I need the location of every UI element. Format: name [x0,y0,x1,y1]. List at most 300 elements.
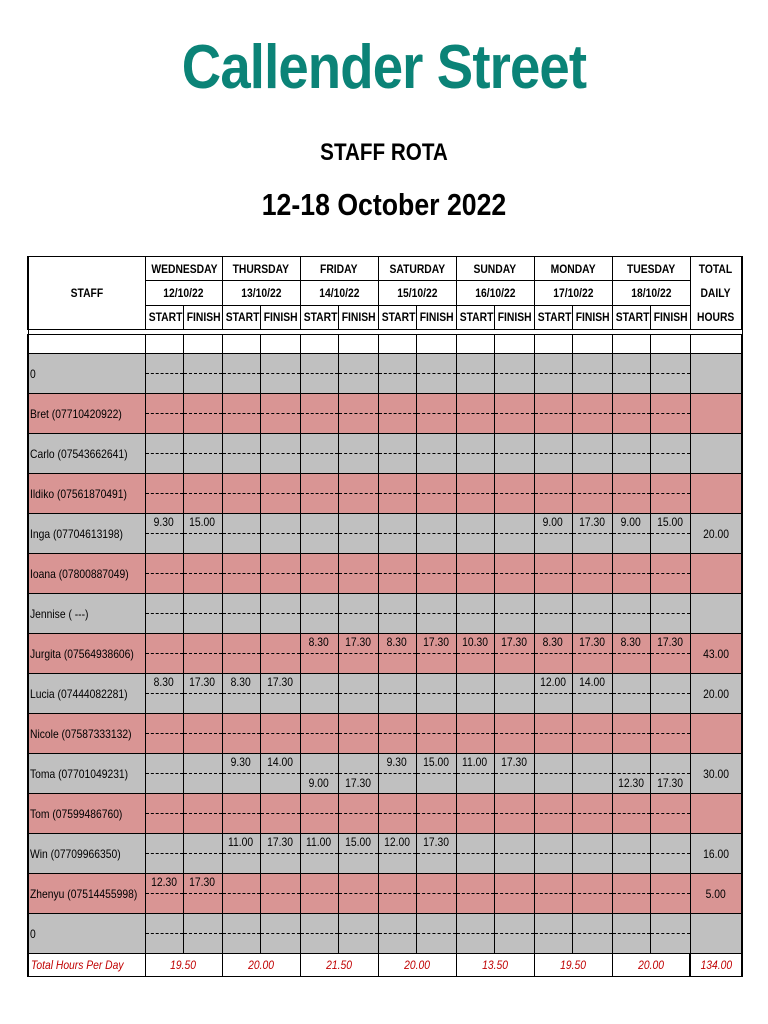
shift-slot-bottom [339,854,378,873]
staff-name-cell [28,674,145,714]
shift-start-time: 9.30 [386,755,408,769]
shift-start-cell [534,794,572,834]
shift-slot-bottom [184,894,222,913]
shift-slot-bottom [651,894,690,913]
shift-slot-bottom [457,454,494,473]
shift-slot-bottom [573,734,612,753]
shift-slot-bottom [379,694,416,713]
shift-finish-cell [494,354,534,394]
totals-label-cell [28,954,145,977]
shift-slot-bottom [146,734,183,753]
staff-name: 0 [30,926,36,941]
blank-cell [572,335,612,354]
daily-total-cell [378,954,456,977]
shift-start-time: 8.30 [621,635,642,649]
shift-finish-cell [183,594,222,634]
shift-slot-bottom [457,774,494,793]
finish-label: FINISH [497,310,532,325]
staff-row [28,434,742,474]
shift-slot-bottom [379,414,416,433]
shift-finish-cell [494,594,534,634]
shift-slot-top [535,714,572,734]
shift-slot-bottom [457,854,494,873]
shift-slot-bottom [184,374,222,393]
shift-start-time: 11.00 [306,835,332,849]
shift-slot-bottom [184,814,222,833]
shift-start-cell [534,674,572,714]
shift-finish-cell [416,834,456,874]
shift-finish-cell [416,674,456,714]
shift-slot-bottom [613,854,650,873]
shift-slot-bottom [379,494,416,513]
shift-slot-bottom [184,774,222,793]
shift-start-time: 8.30 [542,635,564,649]
shift-slot-top [495,634,534,654]
total-header-line [691,305,742,329]
staff-row [28,874,742,914]
shift-finish-time: 17.30 [657,776,683,790]
start-header [534,305,572,329]
shift-finish-cell [572,394,612,434]
shift-slot-top [495,434,534,454]
shift-finish-cell [650,714,690,754]
shift-finish-cell [572,554,612,594]
start-header [612,305,650,329]
shift-slot-bottom [573,414,612,433]
shift-slot-bottom [651,934,690,953]
shift-slot-bottom [223,654,260,673]
shift-slot-top [573,794,612,814]
shift-slot-top [301,594,338,614]
shift-slot-top [613,474,650,494]
shift-start-cell [456,394,494,434]
shift-slot-bottom [457,494,494,513]
shift-slot-bottom [184,934,222,953]
shift-slot-bottom [146,534,183,553]
day-name-label: THURSDAY [232,261,290,276]
shift-slot-top [184,914,222,934]
shift-slot-top [184,634,222,654]
shift-finish-cell [650,394,690,434]
shift-slot-bottom [535,694,572,713]
shift-slot-top [261,394,300,414]
shift-slot-top [223,754,260,774]
staff-row [28,594,742,634]
shift-start-cell [378,634,416,674]
shift-slot-top [146,914,183,934]
shift-slot-top [495,354,534,374]
total-daily-hours-header [690,257,742,330]
shift-slot-bottom [261,774,300,793]
staff-row [28,514,742,554]
shift-start-cell [222,394,260,434]
shift-slot-bottom [651,654,690,673]
shift-finish-time: 17.30 [423,835,449,849]
shift-slot-top [417,714,456,734]
shift-slot-top [379,754,416,774]
shift-slot-top [417,394,456,414]
shift-slot-top [301,794,338,814]
shift-finish-cell [650,354,690,394]
shift-slot-bottom [651,854,690,873]
shift-slot-bottom [495,774,534,793]
staff-name-cell [28,834,145,874]
shift-start-cell [534,754,572,794]
shift-finish-time: 17.30 [423,635,449,649]
shift-slot-top [184,794,222,814]
start-header [145,305,183,329]
shift-finish-cell [183,474,222,514]
shift-start-time: 12.00 [384,835,410,849]
shift-slot-top [417,434,456,454]
staff-row [28,714,742,754]
shift-slot-top [651,554,690,574]
shift-slot-top [379,794,416,814]
shift-slot-top [339,634,378,654]
shift-slot-bottom [223,614,260,633]
shift-finish-cell [183,514,222,554]
shift-slot-bottom [613,574,650,593]
shift-slot-bottom [146,854,183,873]
shift-slot-top [651,394,690,414]
shift-finish-cell [338,634,378,674]
shift-finish-cell [416,434,456,474]
table-header [28,257,742,330]
shift-start-cell [612,714,650,754]
shift-finish-cell [260,594,300,634]
shift-start-time: 9.30 [230,755,252,769]
shift-finish-cell [416,714,456,754]
shift-slot-bottom [301,734,338,753]
shift-slot-top [613,874,650,894]
blank-cell [145,335,183,354]
staff-name-cell [28,634,145,674]
shift-slot-bottom [223,934,260,953]
shift-finish-cell [183,834,222,874]
shift-finish-cell [416,554,456,594]
blank-cell [378,335,416,354]
shift-finish-cell [338,514,378,554]
shift-slot-top [457,914,494,934]
shift-slot-top [613,434,650,454]
shift-slot-top [495,714,534,734]
finish-header [260,305,300,329]
shift-slot-top [457,794,494,814]
shift-finish-cell [650,514,690,554]
shift-slot-top [613,514,650,534]
shift-start-cell [378,474,416,514]
shift-slot-bottom [417,934,456,953]
shift-start-cell [456,674,494,714]
shift-slot-top [573,514,612,534]
day-name-monday [534,257,612,281]
shift-slot-bottom [379,454,416,473]
shift-slot-top [301,834,338,854]
shift-slot-top [223,514,260,534]
shift-slot-bottom [379,774,416,793]
start-label: START [537,310,571,325]
staff-row [28,674,742,714]
shift-slot-top [184,434,222,454]
day-name-label: TUESDAY [626,261,676,276]
shift-start-cell [456,474,494,514]
shift-finish-time: 17.30 [345,635,371,649]
shift-start-cell [456,834,494,874]
shift-slot-top [417,354,456,374]
page-title: Callender Street [181,33,587,102]
staff-total-hours [690,514,742,554]
shift-slot-bottom [495,734,534,753]
shift-slot-top [573,474,612,494]
shift-slot-bottom [573,854,612,873]
shift-slot-top [184,714,222,734]
shift-slot-top [223,674,260,694]
shift-slot-bottom [651,694,690,713]
shift-slot-bottom [379,614,416,633]
shift-slot-top [184,674,222,694]
shift-start-cell [612,474,650,514]
shift-slot-bottom [573,654,612,673]
shift-slot-top [573,874,612,894]
shift-slot-top [223,914,260,934]
shift-slot-bottom [535,614,572,633]
shift-slot-top [339,474,378,494]
start-label: START [148,310,182,325]
shift-finish-cell [494,554,534,594]
blank-cell [28,335,145,354]
staff-total-hours [690,554,742,594]
shift-finish-cell [494,714,534,754]
shift-slot-top [379,674,416,694]
shift-start-time: 8.30 [153,675,175,689]
shift-slot-top [613,674,650,694]
shift-slot-bottom [339,934,378,953]
shift-slot-top [261,594,300,614]
staff-row [28,794,742,834]
shift-start-cell [222,634,260,674]
shift-slot-bottom [301,614,338,633]
shift-slot-bottom [573,574,612,593]
shift-slot-bottom [417,654,456,673]
shift-slot-top [261,834,300,854]
shift-start-time: 10.30 [462,635,488,649]
shift-finish-cell [494,434,534,474]
staff-name: Win (07709966350) [30,846,121,861]
shift-slot-bottom [301,374,338,393]
shift-slot-top [184,354,222,374]
shift-slot-bottom [573,614,612,633]
shift-slot-top [379,594,416,614]
shift-finish-cell [416,754,456,794]
shift-start-cell [300,394,338,434]
shift-finish-cell [260,794,300,834]
day-date [534,281,612,305]
start-label: START [225,310,259,325]
shift-slot-bottom [339,574,378,593]
shift-finish-time: 17.30 [501,635,527,649]
shift-start-cell [300,554,338,594]
shift-slot-bottom [223,574,260,593]
shift-slot-bottom [379,734,416,753]
shift-slot-bottom [417,774,456,793]
shift-slot-top [457,554,494,574]
shift-slot-top [651,714,690,734]
shift-slot-bottom [495,494,534,513]
shift-slot-bottom [184,654,222,673]
shift-slot-bottom [146,574,183,593]
shift-slot-top [339,714,378,734]
shift-finish-cell [260,554,300,594]
shift-slot-top [184,594,222,614]
shift-slot-top [146,754,183,774]
daily-total-value: 19.50 [170,958,197,972]
shift-slot-top [301,634,338,654]
shift-finish-cell [572,834,612,874]
total-header-text: DAILY [700,286,731,300]
day-date [300,281,378,305]
day-date [378,281,456,305]
shift-start-cell [222,554,260,594]
shift-slot-bottom [339,614,378,633]
shift-slot-top [613,794,650,814]
shift-start-cell [300,754,338,794]
shift-slot-bottom [417,494,456,513]
shift-slot-top [535,674,572,694]
finish-label: FINISH [653,310,688,325]
shift-slot-bottom [573,494,612,513]
shift-slot-top [339,794,378,814]
shift-start-cell [456,794,494,834]
daily-total-value: 13.50 [482,958,508,972]
start-label: START [381,310,415,325]
shift-slot-bottom [261,654,300,673]
shift-slot-bottom [379,894,416,913]
shift-start-cell [456,554,494,594]
shift-slot-bottom [573,534,612,553]
shift-start-cell [378,754,416,794]
shift-start-cell [378,914,416,954]
blank-cell [222,335,260,354]
shift-start-cell [145,874,183,914]
shift-slot-bottom [146,694,183,713]
shift-start-cell [378,434,416,474]
shift-finish-cell [650,914,690,954]
shift-slot-top [417,914,456,934]
day-name-label: MONDAY [550,261,596,276]
shift-slot-top [457,394,494,414]
blank-cell [534,335,572,354]
shift-start-cell [222,594,260,634]
shift-slot-bottom [261,494,300,513]
staff-total-value: 5.00 [705,886,726,901]
shift-finish-cell [416,634,456,674]
shift-start-cell [222,834,260,874]
shift-slot-bottom [379,934,416,953]
shift-slot-bottom [261,814,300,833]
shift-slot-bottom [261,694,300,713]
shift-finish-time: 17.30 [267,675,293,689]
shift-slot-top [417,634,456,654]
staff-total-hours [690,594,742,634]
shift-slot-top [379,714,416,734]
shift-slot-top [613,354,650,374]
staff-total-hours [690,354,742,394]
shift-start-cell [456,594,494,634]
shift-start-time: 9.00 [308,776,330,790]
staff-name: Lucia (07444082281) [30,686,128,701]
shift-slot-bottom [184,454,222,473]
shift-slot-top [457,354,494,374]
blank-cell [612,335,650,354]
shift-slot-bottom [457,414,494,433]
shift-finish-cell [572,714,612,754]
shift-finish-cell [416,514,456,554]
staff-name-cell [28,554,145,594]
staff-row [28,834,742,874]
shift-start-cell [534,714,572,754]
shift-slot-bottom [495,414,534,433]
shift-slot-bottom [613,614,650,633]
blank-cell [494,335,534,354]
shift-finish-cell [260,634,300,674]
shift-slot-bottom [379,654,416,673]
shift-start-cell [145,674,183,714]
shift-slot-top [573,634,612,654]
shift-slot-top [495,514,534,534]
shift-slot-bottom [417,374,456,393]
shift-slot-bottom [301,494,338,513]
day-name-saturday [378,257,456,281]
staff-name: Ioana (07800887049) [30,566,129,581]
shift-slot-bottom [457,374,494,393]
shift-slot-bottom [261,454,300,473]
shift-slot-bottom [613,414,650,433]
shift-slot-bottom [379,374,416,393]
shift-slot-bottom [457,534,494,553]
shift-finish-cell [572,674,612,714]
shift-slot-top [417,594,456,614]
shift-slot-bottom [535,734,572,753]
shift-slot-bottom [146,814,183,833]
shift-slot-bottom [613,774,650,793]
staff-name-cell [28,914,145,954]
day-date-label: 18/10/22 [630,285,672,300]
shift-finish-time: 17.30 [189,875,216,889]
shift-slot-top [613,754,650,774]
staff-name: Tom (07599486760) [30,806,123,821]
shift-finish-cell [338,554,378,594]
shift-slot-bottom [146,374,183,393]
shift-finish-cell [183,714,222,754]
shift-finish-cell [572,914,612,954]
shift-slot-bottom [184,734,222,753]
shift-start-cell [300,434,338,474]
shift-slot-top [495,794,534,814]
shift-slot-bottom [457,574,494,593]
shift-slot-top [146,514,183,534]
shift-slot-bottom [457,894,494,913]
shift-finish-cell [338,434,378,474]
shift-finish-cell [260,434,300,474]
shift-finish-cell [338,834,378,874]
shift-finish-time: 15.00 [657,515,683,529]
daily-total-cell [222,954,300,977]
shift-slot-bottom [573,934,612,953]
blank-cell [183,335,222,354]
shift-slot-top [146,354,183,374]
shift-slot-top [146,874,183,894]
shift-slot-top [261,514,300,534]
